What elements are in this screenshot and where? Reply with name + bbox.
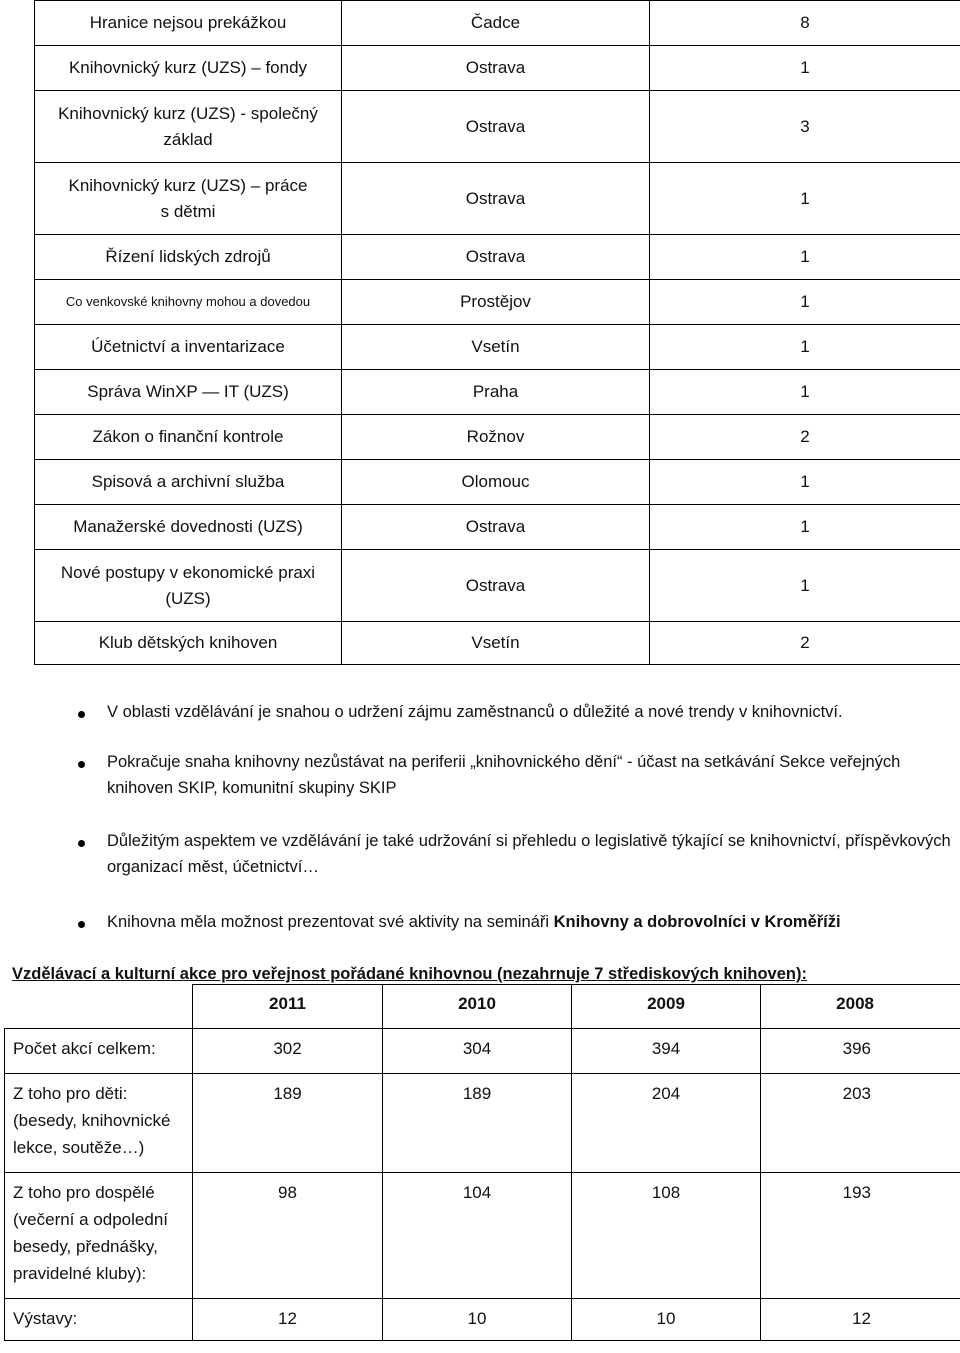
course-name: Co venkovské knihovny mohou a dovedou [35, 280, 342, 325]
course-count: 8 [650, 1, 960, 46]
row-label: Počet akcí celkem: [5, 1029, 193, 1074]
course-name: Knihovnický kurz (UZS) - společný základ [35, 91, 342, 163]
cell-value: 396 [761, 1029, 960, 1074]
table-row [35, 622, 960, 665]
table-row [5, 1173, 960, 1299]
cell-value: 189 [383, 1074, 572, 1173]
row-label: Z toho pro děti: (besedy, knihovnické lekce, soutěže…) [5, 1074, 193, 1173]
course-place: Vsetín [342, 325, 650, 370]
course-place: Ostrava [342, 46, 650, 91]
cell-value: 98 [193, 1173, 383, 1299]
course-count: 1 [650, 163, 960, 235]
bullet-text: Pokračuje snaha knihovny nezůstávat na periferii „knihovnického dění“ - účast na setkávání Sekce veřejných knihoven SKIP, komunitní skupiny SKIP [107, 753, 901, 797]
course-count: 1 [650, 460, 960, 505]
cell-value: 12 [761, 1299, 960, 1341]
course-place: Vsetín [342, 622, 650, 665]
cell-value: 189 [193, 1074, 383, 1173]
cell-value: 204 [572, 1074, 761, 1173]
table-row [35, 280, 960, 325]
table-row [5, 1299, 960, 1341]
course-place: Ostrava [342, 163, 650, 235]
course-place: Olomouc [342, 460, 650, 505]
course-count: 2 [650, 622, 960, 665]
cell-value: 10 [383, 1299, 572, 1341]
table-row [35, 46, 960, 91]
events-heading: Vzdělávací a kulturní akce pro veřejnost pořádané knihovnou (nezahrnuje 7 střediskových knihoven): [12, 965, 807, 983]
cell-value: 193 [761, 1173, 960, 1299]
bullet-bold-text: Knihovny a dobrovolníci v Kroměříži [553, 913, 841, 931]
cell-value: 12 [193, 1299, 383, 1341]
bullet-text: V oblasti vzdělávání je snahou o udržení zájmu zaměstnanců o důležité a nové trendy v knihovnictví. [107, 703, 843, 721]
bullet-icon [78, 761, 85, 768]
course-name: Klub dětských knihoven [35, 622, 342, 665]
course-place: Rožnov [342, 415, 650, 460]
course-name: Řízení lidských zdrojů [35, 235, 342, 280]
table-row [5, 1074, 960, 1173]
empty-header-cell [5, 985, 193, 1029]
table-row [35, 1, 960, 46]
table-row [35, 163, 960, 235]
course-place: Ostrava [342, 505, 650, 550]
cell-value: 203 [761, 1074, 960, 1173]
course-name: Spisová a archivní služba [35, 460, 342, 505]
course-count: 1 [650, 370, 960, 415]
course-name: Knihovnický kurz (UZS) – práce s dětmi [35, 163, 342, 235]
course-count: 1 [650, 235, 960, 280]
cell-value: 10 [572, 1299, 761, 1341]
table-row [35, 325, 960, 370]
course-place: Ostrava [342, 91, 650, 163]
course-place: Ostrava [342, 550, 650, 622]
course-count: 1 [650, 325, 960, 370]
course-name: Knihovnický kurz (UZS) – fondy [35, 46, 342, 91]
bullet-text: Důležitým aspektem ve vzdělávání je také udržování si přehledu o legislativě týkající se knihovnictví, příspěvkových organizací měst, účetnictví… [107, 832, 951, 876]
bullet-icon [78, 711, 85, 718]
cell-value: 394 [572, 1029, 761, 1074]
course-count: 1 [650, 46, 960, 91]
row-label: Výstavy: [5, 1299, 193, 1341]
cell-value: 304 [383, 1029, 572, 1074]
year-header: 2011 [193, 985, 383, 1029]
cell-value: 104 [383, 1173, 572, 1299]
table-row [35, 460, 960, 505]
cell-value: 108 [572, 1173, 761, 1299]
bullet-content [107, 909, 952, 935]
row-label: Z toho pro dospělé (večerní a odpolední besedy, přednášky, pravidelné kluby): [5, 1173, 193, 1299]
course-count: 1 [650, 280, 960, 325]
course-count: 2 [650, 415, 960, 460]
cell-value: 302 [193, 1029, 383, 1074]
course-place: Čadce [342, 1, 650, 46]
year-header: 2009 [572, 985, 761, 1029]
table-row [35, 550, 960, 622]
bullet-icon [78, 921, 85, 928]
course-name: Správa WinXP — IT (UZS) [35, 370, 342, 415]
course-name: Nové postupy v ekonomické praxi (UZS) [35, 550, 342, 622]
table-row [35, 235, 960, 280]
courses-table [34, 0, 960, 665]
table-row [35, 91, 960, 163]
table-row [5, 1029, 960, 1074]
course-name: Hranice nejsou prekážkou [35, 1, 342, 46]
bullet-text: Knihovna měla možnost prezentovat své aktivity na semináři [107, 913, 554, 931]
course-place: Prostějov [342, 280, 650, 325]
course-count: 1 [650, 505, 960, 550]
course-place: Praha [342, 370, 650, 415]
year-header: 2010 [383, 985, 572, 1029]
bullet-icon [78, 840, 85, 847]
course-name: Manažerské dovednosti (UZS) [35, 505, 342, 550]
events-table [4, 984, 960, 1341]
course-count: 1 [650, 550, 960, 622]
table-row [35, 415, 960, 460]
table-row [35, 370, 960, 415]
course-name: Zákon o finanční kontrole [35, 415, 342, 460]
year-header: 2008 [761, 985, 960, 1029]
course-count: 3 [650, 91, 960, 163]
course-name: Účetnictví a inventarizace [35, 325, 342, 370]
table-row [35, 505, 960, 550]
course-place: Ostrava [342, 235, 650, 280]
table-header-row [5, 985, 960, 1029]
